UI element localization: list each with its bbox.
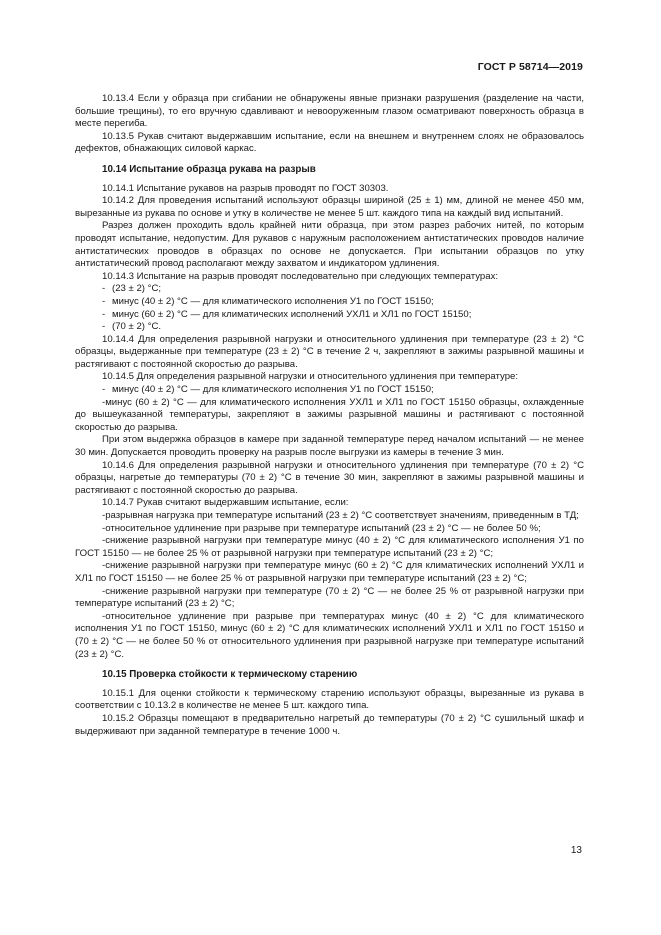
paragraph: 10.14.1 Испытание рукавов на разрыв проводят по ГОСТ 30303. (102, 182, 389, 194)
paragraph: 10.14.5 Для определения разрывной нагрузки и относительного удлинения при температуре: (102, 371, 519, 383)
list-item: -разрывная нагрузка при температуре испытаний (23 ± 2) °С соответствует значениям, приведенным в ТД; (102, 510, 579, 521)
paragraph: 10.13.4 Если у образца при сгибании не обнаружены явные признаки разрушения (разделение на части, большие трещины), то его вручную сдавливают и невооруженным глазом осматривают поверхность образца в месте перегиба. (75, 93, 584, 130)
list-item: -относительное удлинение при разрыве при температуре испытаний (23 ± 2) °С — не более 50 %; (102, 522, 541, 534)
paragraph: 10.15.1 Для оценки стойкости к термическому старению используют образцы, вырезанные из рукава в соответствии с 10.13.2 в количестве не менее 5 шт. каждого типа. (75, 687, 584, 712)
list-item: -снижение разрывной нагрузки при температуре минус (60 ± 2) °С для климатических исполнений УХЛ1 и ХЛ1 по ГОСТ 15150 — не более 25 % от разрывной нагрузки при температуре испытаний (23 ± 2) °С; (75, 560, 584, 584)
list-item: - (23 ± 2) °С; (102, 283, 162, 295)
section-heading: 10.15 Проверка стойкости к термическому старению (102, 669, 358, 681)
paragraph: Разрез должен проходить вдоль крайней нити образца, при этом разрез рабочих нитей, по которым проводят испытание, недопустим. Для рукавов с наружным расположением антистатических проводов наличие антистатических проводов в образцах по основе не допускается. При испытании образцов по утку антистатический провод располагают между захватом и индикатором удлинения. (75, 220, 584, 270)
page-number: 13 (570, 845, 582, 856)
list-item: - минус (60 ± 2) °С — для климатических исполнений УХЛ1 и ХЛ1 по ГОСТ 15150; (102, 308, 472, 320)
paragraph: 10.14.2 Для проведения испытаний используют образцы шириной (25 ± 1) мм, длиной не менее 450 мм, вырезанные из рукава по основе и утку в количестве не менее 5 шт. каждого типа на каждый вид испытаний. (75, 195, 584, 219)
list-item: -снижение разрывной нагрузки при температуре (70 ± 2) °С — не более 25 % от разрывной нагрузки при температуре испытаний (23 ± 2) °С; (75, 585, 584, 610)
list-item: - минус (40 ± 2) °С — для климатического исполнения У1 по ГОСТ 15150; (102, 384, 434, 396)
list-item: - минус (40 ± 2) °С — для климатического исполнения У1 по ГОСТ 15150; (102, 295, 434, 307)
paragraph: 10.15.2 Образцы помещают в предварительно нагретый до температуры (70 ± 2) °С сушильный шкаф и выдерживают при заданной температуре в течение 1000 ч. (75, 712, 584, 737)
list-item: - (70 ± 2) °С. (102, 321, 162, 333)
list-item: -минус (60 ± 2) °С — для климатического исполнения УХЛ1 и ХЛ1 по ГОСТ 15150 образцы, охлажденные до вышеуказанной температуры, закрепляют в зажимы разрывной машины и растягивают с постоянной скоростью до разрыва. (75, 396, 584, 433)
document-body (75, 93, 584, 738)
paragraph: 10.14.6 Для определения разрывной нагрузки и относительного удлинения при температуре (70 ± 2) °С образцы, нагретые до температуры (70 ± 2) °С в течение 30 мин, закрепляют в зажимы разрывной машины и растягивают с постоянной скоростью до разрыва. (75, 459, 584, 496)
list-item: -относительное удлинение при разрыве при температурах минус (40 ± 2) °С для климатического исполнения У1 по ГОСТ 15150, минус (60 ± 2) °С для климатических исполнений УХЛ1 и ХЛ1 по ГОСТ 15150 и (70 ± 2) °С — не более 50 % от относительного удлинения при разрывной нагрузке при температуре испытаний (23 ± 2) °С. (75, 610, 584, 660)
paragraph: 10.14.3 Испытание на разрыв проводят последовательно при следующих температурах: (102, 270, 499, 282)
paragraph: При этом выдержка образцов в камере при заданной температуре перед началом испытаний — не менее 30 мин. Допускается проводить проверку на разрыв после выгрузки из камеры в течение 3 мин. (75, 434, 584, 459)
paragraph: 10.14.7 Рукав считают выдержавшим испытание, если: (102, 497, 349, 509)
section-heading: 10.14 Испытание образца рукава на разрыв (102, 163, 316, 175)
paragraph: 10.13.5 Рукав считают выдержавшим испытание, если на внешнем и внутреннем слоях не образовалось дефектов, обнажающих силовой каркас. (75, 130, 584, 155)
list-item: -снижение разрывной нагрузки при температуре минус (40 ± 2) °С для климатического исполнения У1 по ГОСТ 15150 — не более 25 % от разрывной нагрузки при температуре испытаний (23 ± 2) °С; (75, 535, 584, 559)
paragraph: 10.14.4 Для определения разрывной нагрузки и относительного удлинения при температуре (23 ± 2) °С образцы, выдержанные при температуре (23 ± 2) °С в течение 2 ч, закрепляют в зажимы разрывной машины и растягивают с постоянной скоростью до разрыва. (75, 333, 584, 370)
standard-code: ГОСТ Р 58714—2019 (477, 61, 583, 73)
